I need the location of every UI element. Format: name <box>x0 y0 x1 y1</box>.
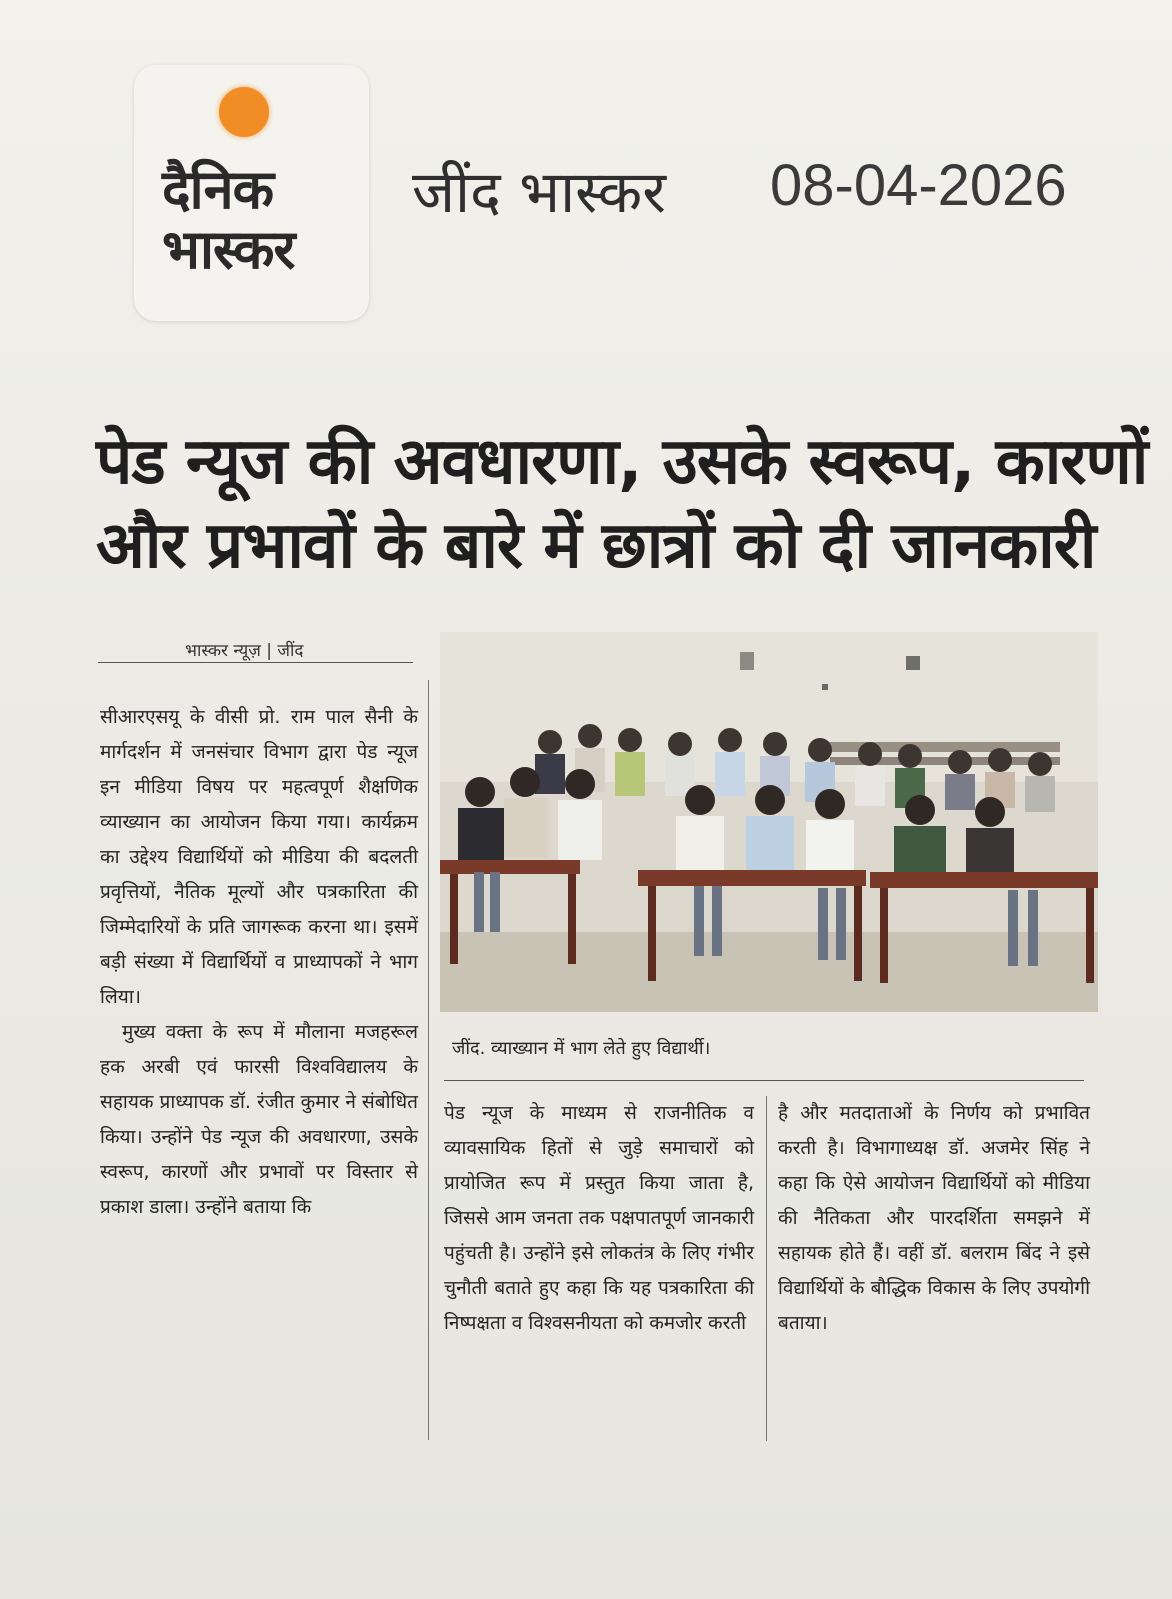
paragraph-3: पेड न्यूज के माध्यम से राजनीतिक व व्यावसायिक हितों से जुड़े समाचारों को प्रायोजित रूप में प्रस्तुत किया जाता है, जिससे आम जनता तक पक्षपातपूर्ण जानकारी पहुंचती है। उन्होंने इसे लोकतंत्र के लिए गंभीर चुनौती बताते हुए कहा कि यह पत्रकारिता की निष्पक्षता व विश्वसनीयता को कमजोर करती <box>444 1102 754 1334</box>
paragraph-1: सीआरएसयू के वीसी प्रो. राम पाल सैनी के मार्गदर्शन में जनसंचार विभाग द्वारा पेड न्यूज इन मीडिया विषय पर महत्वपूर्ण शैक्षणिक व्याख्यान का आयोजन किया गया। कार्यक्रम का उद्देश्य विद्यार्थियों को मीडिया की बदलती प्रवृत्तियों, नैतिक मूल्यों और पत्रकारिता की जिम्मेदारियों के प्रति जागरूक करना था। इसमें बड़ी संख्या में विद्यार्थियों व प्राध्यापकों ने भाग लिया। <box>100 706 418 1008</box>
logo-text <box>162 160 352 280</box>
column-divider <box>428 680 429 1440</box>
sun-icon <box>219 87 269 137</box>
column-divider-2 <box>766 1096 767 1441</box>
byline: भास्कर न्यूज़ | जींद <box>185 641 304 661</box>
edition-name: जींद भास्कर <box>412 158 666 226</box>
article-column-2 <box>444 1096 754 1341</box>
article-column-1 <box>100 700 418 1225</box>
logo-line-2: भास्कर <box>162 218 295 281</box>
lecture-photo <box>440 632 1098 1012</box>
article-column-3 <box>778 1096 1090 1341</box>
publication-date: 08-04-2026 <box>770 153 1067 218</box>
logo-line-1: दैनिक <box>162 158 274 221</box>
caption-rule <box>444 1080 1084 1081</box>
photo-caption: जींद. व्याख्यान में भाग लेते हुए विद्यार्थी। <box>452 1038 711 1059</box>
headline-line-2: और प्रभावों के बारे में छात्रों को दी जानकारी <box>96 509 1096 583</box>
byline-rule <box>98 662 413 663</box>
dainik-bhaskar-logo <box>134 65 369 321</box>
paragraph-4: है और मतदाताओं के निर्णय को प्रभावित करती है। विभागाध्यक्ष डॉ. अजमेर सिंह ने कहा कि ऐसे आयोजन विद्यार्थियों को मीडिया की नैतिकता और पारदर्शिता समझने में सहायक होते हैं। वहीं डॉ. बलराम बिंद ने इसे विद्यार्थियों के बौद्धिक विकास के लिए उपयोगी बताया। <box>778 1102 1090 1334</box>
paragraph-2: मुख्य वक्ता के रूप में मौलाना मजहरूल हक अरबी एवं फारसी विश्वविद्यालय के सहायक प्राध्यापक डॉ. रंजीत कुमार ने संबोधित किया। उन्होंने पेड न्यूज की अवधारणा, उसके स्वरूप, कारणों और प्रभावों पर विस्तार से प्रकाश डाला। उन्होंने बताया कि <box>100 1021 418 1218</box>
classroom-photo-illustration <box>440 632 1098 1012</box>
article-headline <box>96 420 1148 588</box>
headline-line-1: पेड न्यूज की अवधारणा, उसके स्वरूप, कारणों <box>96 425 1148 499</box>
